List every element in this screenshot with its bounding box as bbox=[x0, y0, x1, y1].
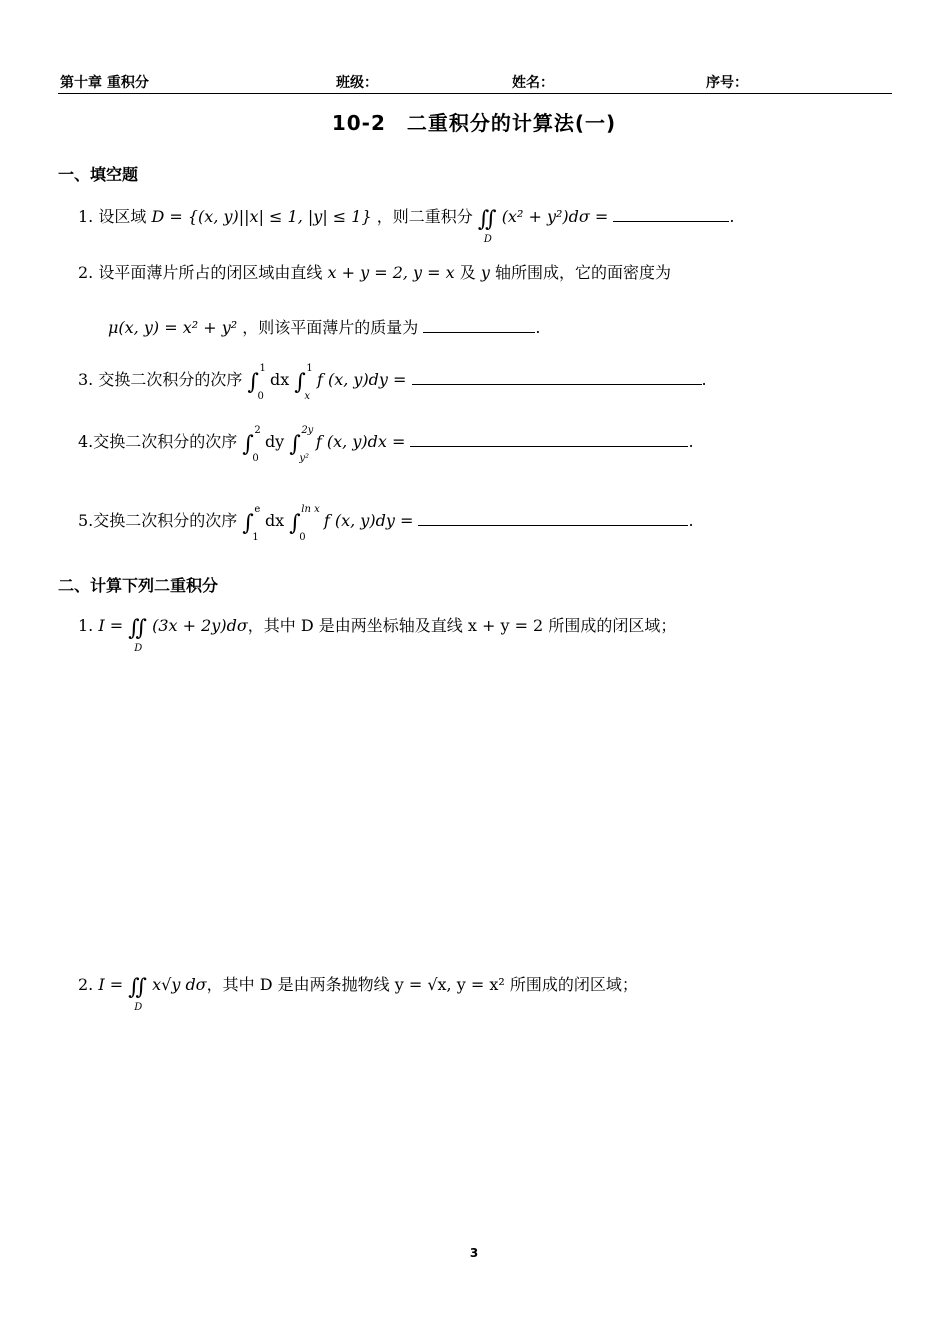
page-number: 3 bbox=[469, 1246, 479, 1260]
question-1-5: 5.交换二次积分的次序 ∫ e 1 dx ∫ ln x 0 f (x, y)dy = . bbox=[78, 504, 694, 543]
q-number: 3. bbox=[78, 370, 94, 389]
section1-heading: 一、填空题 bbox=[58, 165, 139, 184]
answer-blank[interactable] bbox=[412, 370, 702, 385]
q-text: 及 bbox=[459, 263, 476, 282]
question-1-2 bbox=[78, 265, 671, 281]
q-text: ，其中 D 是由两条抛物线 y = √x, y = x² 所围成的闭区域； bbox=[206, 975, 638, 994]
chapter-label: 第十章 重积分 bbox=[60, 75, 149, 91]
var-y: y bbox=[480, 263, 490, 282]
integral-sign: ∫ 2 0 bbox=[242, 425, 261, 464]
double-integral-sign: ∬ D bbox=[477, 207, 497, 245]
integral-sign: ∫ 1 0 bbox=[247, 363, 266, 402]
answer-blank[interactable] bbox=[613, 207, 729, 222]
q-text: 轴所围成，它的面密度为 bbox=[495, 263, 672, 282]
double-integral-sign: ∬ D bbox=[128, 616, 147, 654]
q-number: 1. bbox=[78, 207, 94, 226]
q-text: 交换二次积分的次序 bbox=[93, 511, 238, 530]
header-rule bbox=[58, 93, 892, 94]
integral-domain: D bbox=[134, 643, 143, 654]
integrand-expr: (3x + 2y)dσ bbox=[152, 616, 248, 635]
integral-domain: D bbox=[483, 234, 492, 245]
lhs: I = bbox=[98, 616, 124, 635]
q-number: 2. bbox=[78, 263, 94, 282]
class-label: 班级： bbox=[336, 75, 378, 91]
integrand-expr: f (x, y)dx = bbox=[315, 432, 406, 451]
name-label: 姓名： bbox=[512, 75, 554, 91]
integral-sign: ∫ 1 x bbox=[294, 363, 313, 402]
answer-blank[interactable] bbox=[418, 511, 688, 526]
line-expr: x + y = 2, y = x bbox=[327, 263, 455, 282]
q-number: 5. bbox=[78, 511, 94, 530]
integrand-expr: f (x, y)dy = bbox=[323, 511, 414, 530]
answer-blank[interactable] bbox=[410, 432, 688, 447]
page-title: 10-2 二重积分的计算法(一) bbox=[331, 111, 617, 135]
q-text: 交换二次积分的次序 bbox=[98, 370, 243, 389]
integral-sign: ∫ ln x 0 bbox=[289, 504, 320, 543]
q-text: 设区域 bbox=[98, 207, 147, 226]
section2-heading: 二、计算下列二重积分 bbox=[58, 576, 219, 595]
q-text: ，则二重积分 bbox=[376, 207, 473, 226]
question-1-4: 4.交换二次积分的次序 ∫ 2 0 dy ∫ 2y y² f (x, y)dx = . bbox=[78, 425, 694, 464]
question-1-3: 3. 交换二次积分的次序 ∫ 1 0 dx ∫ 1 x f (x, y)dy = . bbox=[78, 363, 707, 402]
density-expr: μ(x, y) = x² + y² bbox=[108, 318, 238, 337]
integrand-expr: (x² + y²)dσ = bbox=[501, 207, 609, 226]
region-expr: D = {(x, y)||x| ≤ 1, |y| ≤ 1} bbox=[151, 207, 372, 226]
q-text: ，其中 D 是由两坐标轴及直线 x + y = 2 所围成的闭区域； bbox=[247, 616, 677, 635]
q-number: 4. bbox=[78, 432, 94, 451]
integral-sign: ∫ 2y y² bbox=[289, 425, 314, 464]
differential: dx bbox=[264, 511, 285, 530]
question-1-1: 1. 设区域 D = {(x, y)||x| ≤ 1, |y| ≤ 1} ，则二重积分 ∬ D (x² + y²)dσ = . bbox=[78, 207, 735, 245]
q-number: 1. bbox=[78, 616, 94, 635]
integral-sign: ∫ e 1 bbox=[242, 504, 261, 543]
integrand-expr: x√y dσ bbox=[152, 975, 207, 994]
answer-blank[interactable] bbox=[423, 318, 535, 333]
lhs: I = bbox=[98, 975, 124, 994]
integral-domain: D bbox=[134, 1002, 143, 1013]
number-label: 序号： bbox=[706, 75, 748, 91]
q-number: 2. bbox=[78, 975, 94, 994]
differential: dy bbox=[264, 432, 285, 451]
q-text: ，则该平面薄片的质量为 bbox=[242, 318, 419, 337]
question-1-2-cont: μ(x, y) = x² + y² ，则该平面薄片的质量为 . bbox=[108, 318, 541, 337]
q-text: 交换二次积分的次序 bbox=[93, 432, 238, 451]
question-2-2 bbox=[78, 975, 638, 1013]
integrand-expr: f (x, y)dy = bbox=[316, 370, 407, 389]
question-2-1 bbox=[78, 616, 677, 654]
differential: dx bbox=[270, 370, 290, 389]
double-integral-sign: ∬ D bbox=[128, 975, 147, 1013]
q-text: 设平面薄片所占的闭区域由直线 bbox=[98, 263, 323, 282]
